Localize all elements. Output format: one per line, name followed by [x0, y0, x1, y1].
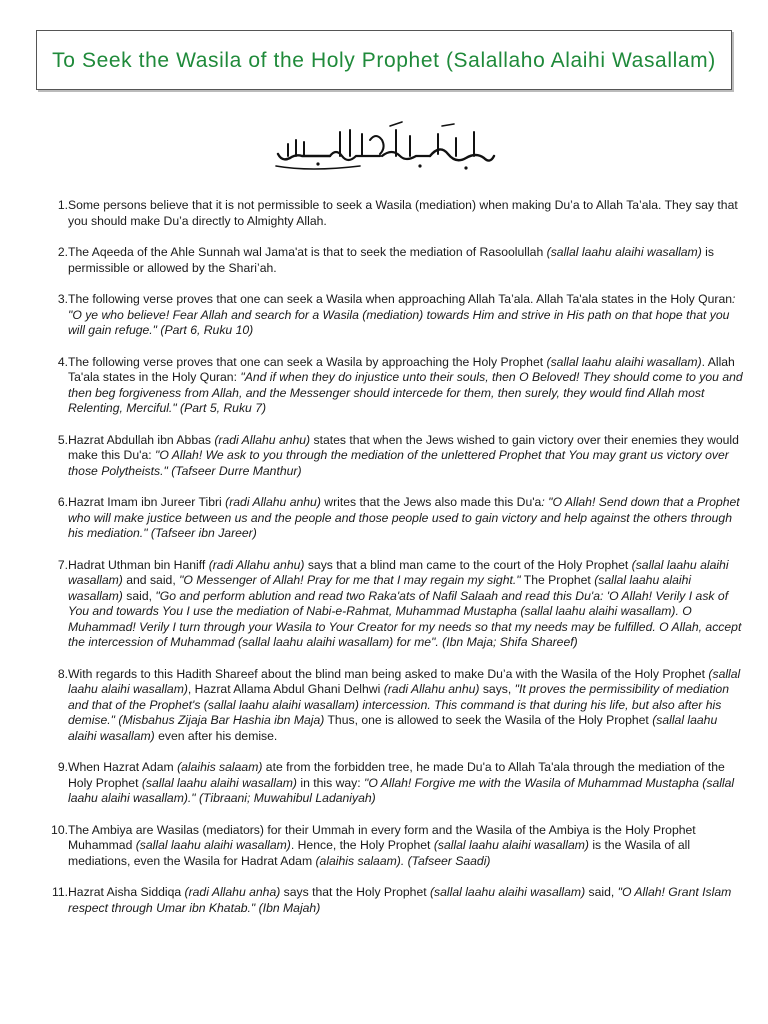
- text-segment: The Aqeeda of the Ahle Sunnah wal Jama'at is that to seek the mediation of Rasoolullah: [68, 245, 547, 259]
- text-segment: The Ambiya are Wasilas (mediators) for their Ummah in every form and the Wasila of the Ambiya is the Holy Prophet Muhammad: [68, 822, 696, 852]
- text-segment: says that a blind man came to the court of the Holy Prophet: [304, 557, 632, 572]
- text-segment: said,: [585, 885, 618, 899]
- italic-text-segment: "O Allah! Forgive me with the Wasila of Muhammad Mustapha (sallal laahu alaihi wasallam)." (Tibraani; Muwahibul Ladaniyah): [68, 775, 735, 805]
- list-item-number: [30, 558, 68, 651]
- italic-text-segment: (radi Allahu anhu): [208, 557, 305, 572]
- list-item-number-label: 10.: [51, 822, 68, 837]
- bismillah-calligraphy-image: [270, 118, 500, 174]
- list-item-number-label: 3.: [57, 292, 68, 306]
- list-item-number: [30, 355, 68, 417]
- text-segment: The Prophet: [520, 573, 595, 587]
- list-item: [30, 198, 746, 229]
- italic-text-segment: (sallal laahu alaihi wasallam): [68, 666, 741, 696]
- text-segment: says that the Holy Prophet: [280, 885, 430, 899]
- italic-text-segment: (radi Allahu anhu): [214, 432, 311, 447]
- list-item-text: [68, 292, 746, 339]
- text-segment: is the Wasila of all mediations, even the Wasila for Hadrat Adam: [68, 838, 691, 868]
- italic-text-segment: (sallal laahu alaihi wasallam): [135, 838, 291, 852]
- list-item-number-label: 7.: [57, 557, 68, 572]
- list-item-number-label: 11.: [51, 885, 68, 899]
- text-segment: Hazrat Imam ibn Jureer Tibri: [68, 495, 226, 509]
- text-segment: writes that the Jews also made this Du'a: [320, 495, 542, 509]
- list-item-number: [30, 760, 68, 807]
- italic-text-segment: "Go and perform ablution and read two Raka'ats of Nafil Salaah and read this Du'a: 'O Allah! Verily I ask of You and towards You I use the mediation of Nabi-e-Rahmat, Muhammad Mustapha (sallal laahu alaihi wasallam). O Muhammad! Verily I turn through your Wasila to Your Creator for my needs so that my needs may be fulfilled. O Allah, accept the intercession of Muhammad (sallal laahu alaihi wasallam) for me". (Ibn Maja; Shifa Shareef): [68, 588, 742, 649]
- text-segment: Thus, one is allowed to seek the Wasila of the Holy Prophet: [324, 713, 653, 727]
- text-segment: says,: [479, 682, 515, 696]
- list-item-number: [30, 823, 68, 870]
- text-segment: When Hazrat Adam: [68, 760, 178, 774]
- list-item: [30, 760, 746, 807]
- list-item: [30, 292, 746, 339]
- list-item-number: [30, 198, 68, 229]
- list-item-number-label: 1.: [57, 198, 68, 212]
- list-item-number: [30, 292, 68, 339]
- italic-text-segment: (radi Allahu anhu): [225, 495, 321, 509]
- text-segment: even after his demise.: [154, 728, 278, 743]
- list-item: [30, 667, 746, 745]
- italic-text-segment: (sallal laahu alaihi wasallam): [68, 573, 692, 603]
- text-segment: in this way:: [296, 775, 365, 790]
- list-item-text: [68, 558, 746, 651]
- text-segment: Hazrat Aisha Siddiqa: [68, 885, 185, 899]
- text-segment: Hazrat Abdullah ibn Abbas: [68, 432, 215, 447]
- text-segment: and said,: [122, 573, 180, 587]
- text-segment: ate from the forbidden tree, he made Du'a to Allah Ta'ala through the mediation of the Holy Prophet: [68, 760, 725, 790]
- italic-text-segment: (radi Allahu anha): [184, 885, 281, 899]
- list-item: [30, 433, 746, 480]
- list-item: [30, 355, 746, 417]
- list-item-number-label: 4.: [57, 354, 68, 369]
- text-segment: The following verse proves that one can seek a Wasila when approaching Allah Ta’ala. Allah Ta'ala states in the Holy Quran: [68, 292, 732, 306]
- text-segment: said,: [122, 588, 156, 603]
- list-item-number: [30, 667, 68, 745]
- italic-text-segment: (sallal laahu alaihi wasallam): [430, 885, 586, 899]
- list-item-number: [30, 433, 68, 480]
- italic-text-segment: (sallal laahu alaihi wasallam): [433, 838, 589, 852]
- italic-text-segment: "And if when they do injustice unto their souls, then O Beloved! They should come to you and then beg forgiveness from Allah, and the Messenger should intercede for them, then surely, they would find Allah most Relenting, Merciful." (Part 5, Ruku 7): [68, 370, 743, 415]
- list-item-text: [68, 355, 746, 417]
- list-item-text: [68, 245, 746, 276]
- italic-text-segment: (sallal laahu alaihi wasallam): [68, 713, 718, 743]
- text-segment: Hadrat Uthman bin Haniff: [68, 557, 209, 572]
- italic-text-segment: : "O ye who believe! Fear Allah and search for a Wasila (mediation) towards Him and strive in His path on that hope that you will gain refuge." (Part 6, Ruku 10): [68, 292, 736, 337]
- italic-text-segment: (radi Allahu anhu): [383, 682, 480, 696]
- text-segment: With regards to this Hadith Shareef about the blind man being asked to make Du’a with the Wasila of the Holy Prophet: [68, 666, 709, 681]
- list-item-number-label: 2.: [57, 245, 68, 259]
- italic-text-segment: "O Messenger of Allah! Pray for me that I may regain my sight.": [179, 573, 521, 587]
- italic-text-segment: (sallal laahu alaihi wasallam): [546, 354, 702, 369]
- italic-text-segment: : "O Allah! Send down that a Prophet who will make justice between us and the people and those people used to gain victory and help against the others through his mediation." (Tafseer ibn Jareer): [68, 495, 740, 540]
- text-segment: . Hence, the Holy Prophet: [290, 838, 434, 852]
- text-segment: . Allah Ta'ala states in the Holy Quran:: [68, 354, 735, 384]
- list-item: [30, 495, 746, 542]
- list-item: [30, 885, 746, 916]
- list-item-text: [68, 495, 746, 542]
- list-item: [30, 823, 746, 870]
- numbered-list: [30, 198, 746, 932]
- italic-text-segment: (sallal laahu alaihi wasallam): [141, 775, 297, 790]
- italic-text-segment: (alaihis salaam): [177, 760, 263, 774]
- list-item-text: [68, 760, 746, 807]
- text-segment: states that when the Jews wished to gain victory over their enemies they would make this Du'a:: [68, 432, 739, 462]
- title-box: [36, 30, 732, 90]
- text-segment: The following verse proves that one can seek a Wasila by approaching the Holy Prophet: [68, 354, 547, 369]
- list-item: [30, 558, 746, 651]
- list-item-number-label: 5.: [57, 432, 68, 447]
- text-segment: Some persons believe that it is not permissible to seek a Wasila (mediation) when making Du’a to Allah Ta’ala. They say that you should make Du’a directly to Almighty Allah.: [68, 198, 738, 228]
- list-item-number: [30, 495, 68, 542]
- list-item-text: [68, 433, 746, 480]
- text-segment: is permissible or allowed by the Shari’ah.: [68, 245, 714, 275]
- list-item-text: [68, 198, 746, 229]
- list-item-number: [30, 885, 68, 916]
- list-item-number-label: 8.: [57, 666, 68, 681]
- italic-text-segment: (sallal laahu alaihi wasallam): [546, 245, 702, 259]
- list-item-number: [30, 245, 68, 276]
- list-item-text: [68, 667, 746, 745]
- italic-text-segment: "O Allah! Grant Islam respect through Umar ibn Khatab." (Ibn Majah): [68, 885, 732, 915]
- italic-text-segment: (alaihis salaam). (Tafseer Saadi): [315, 853, 491, 868]
- italic-text-segment: "It proves the permissibility of mediation and that of the Prophet's (sallal laahu alaihi wasallam) intercession. This command is that during his life, but also after his demise." (Misbahus Zijaja Bar Hashia ibn Maja): [68, 682, 729, 727]
- list-item-number-label: 6.: [57, 495, 68, 509]
- italic-text-segment: "O Allah! We ask to you through the mediation of the unlettered Prophet that You may grant us victory over those Polytheists." (Tafseer Durre Manthur): [68, 448, 729, 478]
- list-item: [30, 245, 746, 276]
- italic-text-segment: (sallal laahu alaihi wasallam): [68, 557, 729, 587]
- list-item-text: [68, 823, 746, 870]
- page-title: To Seek the Wasila of the Holy Prophet (Salallaho Alaihi Wasallam): [52, 48, 716, 72]
- list-item-number-label: 9.: [57, 760, 68, 774]
- list-item-text: [68, 885, 746, 916]
- text-segment: , Hazrat Allama Abdul Ghani Delhwi: [187, 682, 384, 696]
